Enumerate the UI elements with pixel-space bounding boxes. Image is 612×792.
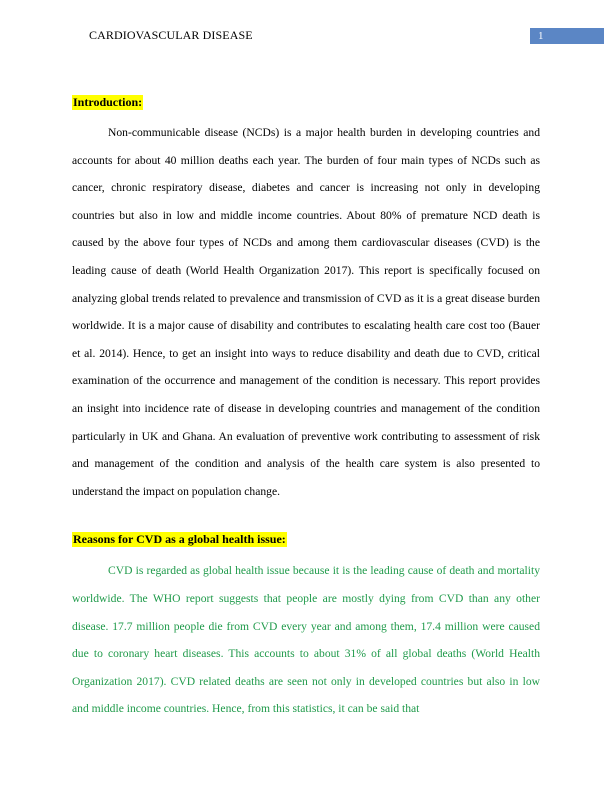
introduction-heading: Introduction: (73, 95, 143, 109)
reasons-paragraph: CVD is regarded as global health issue because it is the leading cause of death and mortality worldwide. The WHO report suggests that people are mostly dying from CVD than any other disease. 17.7 million people die from CVD every year and among them, 17.4 million were caused due to coronary heart diseases. This accounts to about 31% of all global deaths (World Health Organization 2017). CVD related deaths are seen not only in developed countries but also in low and middle income countries. Hence, from this statistics, it can be said that (72, 564, 540, 716)
document-body (72, 93, 540, 723)
reasons-section (72, 505, 540, 723)
introduction-section (72, 93, 540, 505)
running-header-title: CARDIOVASCULAR DISEASE (89, 28, 253, 42)
introduction-paragraph: Non-communicable disease (NCDs) is a major health burden in developing countries and accounts for about 40 million deaths each year. The burden of four main types of NCDs such as cancer, chronic respiratory disease, diabetes and cancer is increasing not only in developing countries but also in low and middle income countries. About 80% of premature NCD death is caused by the above four types of NCDs and among them cardiovascular diseases (CVD) is the leading cause of death (World Health Organization 2017). This report is specifically focused on analyzing global trends related to prevalence and transmission of CVD as it is a great disease burden worldwide. It is a major cause of disability and contributes to escalating health care cost too (Bauer et al. 2014). Hence, to get an insight into ways to reduce disability and death due to CVD, critical examination of the occurrence and management of the condition is necessary. This report provides an insight into incidence rate of disease in developing countries and management of the condition particularly in UK and Ghana. An evaluation of preventive work contributing to assessment of risk and management of the condition and analysis of the health care system is also presented to understand the impact on population change. (72, 126, 540, 498)
page-number-badge: 1 (530, 28, 604, 44)
reasons-heading: Reasons for CVD as a global health issue: (73, 532, 286, 547)
